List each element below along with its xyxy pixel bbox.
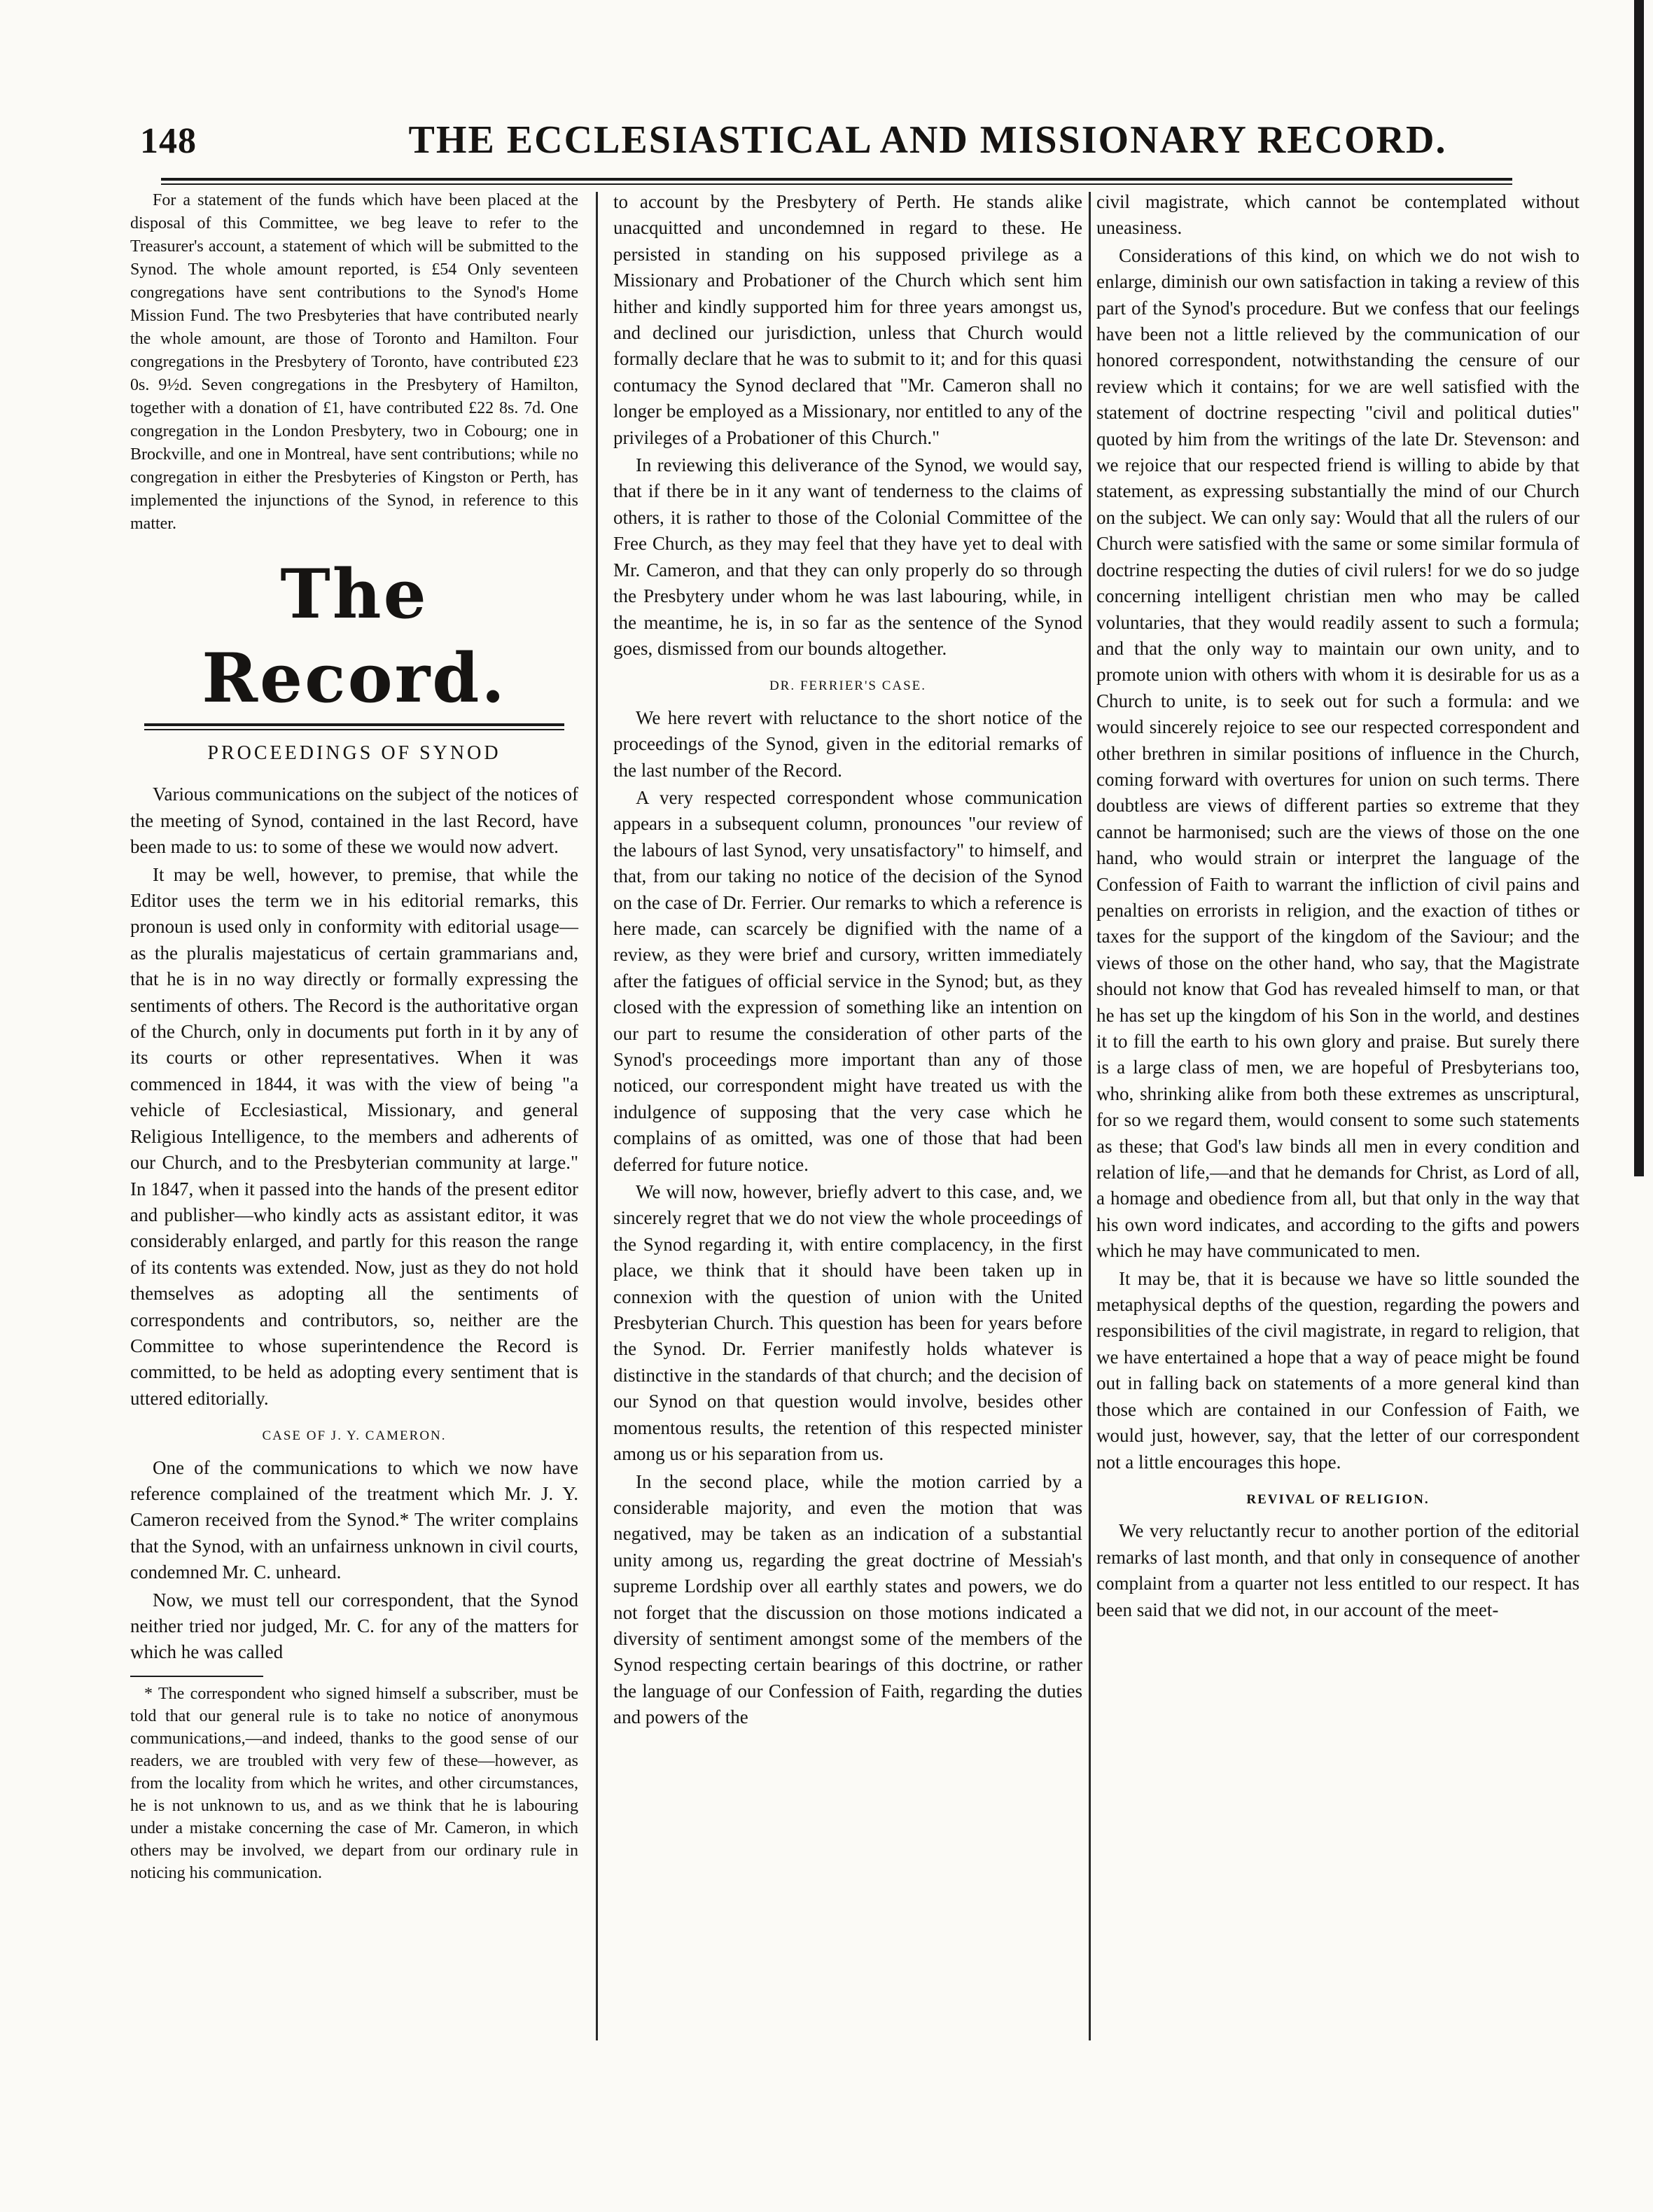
- article-paragraph: Various communications on the subject of the notices of the meeting of Synod, contained in the last Record, have been made to us: to some of these we would now advert.: [130, 784, 578, 858]
- article-paragraph: In reviewing this deliverance of the Synod, we would say, that if there be in it any want of tenderness to the claims of others, it is rather to those of the Colonial Committee of the Free Church, as they may feel that they have yet to deal with Mr. Cameron, and that they can only properly do so through the Presbytery under whom he was last labouring, while, in the meantime, he is, in so far as the sentence of the Synod goes, dismissed from our bounds altogether.: [613, 454, 1082, 659]
- article-paragraph: We will now, however, briefly advert to this case, and, we sincerely regret that we do not view the whole proceedings of the Synod regarding it, with entire complacency, in the first place, we think that it should have been taken up in connexion with the question of union with the United Presbyterian Church. This question has been for years before the Synod. Dr. Ferrier manifestly holds whatever is distinctive in the standards of that church; and the decision of our Synod on that question would involve, besides other momentous results, the retention of this respected minister among us or his separation from us.: [613, 1181, 1082, 1465]
- article-paragraph: to account by the Presbytery of Perth. He stands alike unacquitted and uncondemned in regard to these. He persisted in standing on his supposed privilege as a Missionary and Probationer of the Church which sent him hither and kindly supported him for three years amongst us, and declined our jurisdiction, unless that Church would formally declare that he was to submit to it; and for this quasi contumacy the Synod declared that "Mr. Cameron shall no longer be employed as a Missionary, nor entitled to any of the privileges of a Probationer of this Church.": [613, 191, 1082, 448]
- article-paragraph: A very respected correspondent whose communication appears in a subsequent column, pronounces "our review of the labours of last Synod, very unsatisfactory" to himself, and that, from our taking no notice of the decision of the Synod on the case of Dr. Ferrier. Our remarks to which a reference is here made, can scarcely be dignified with the name of a review, as they were brief and cursory, written immediately after the fatigues of official service in the Synod; but, as they closed with the expression of something like an intention on our part to resume the consideration of other parts of the Synod's proceedings more important than any of those noticed, our correspondent might have treated us with the indulgence of supposing that the very case which he complains of as omitted, was one of those that had been deferred for future notice.: [613, 786, 1082, 1175]
- footnote-text: * The correspondent who signed himself a subscriber, must be told that our general rule is to take no notice of anonymous communications,—and indeed, thanks to the good sense of our readers, we are troubled with very few of these—however, as from the locality from which he writes, and other circumstances, he is not unknown to us, and as we think that he is labouring under a mistake concerning the case of Mr. Cameron, in which others may be involved, we depart from our ordinary rule in noticing his communication.: [130, 1684, 578, 1882]
- article-paragraph: One of the communications to which we now have reference complained of the treatment which Mr. J. Y. Cameron received from the Synod.* The writer complains that the Synod, with an unfairness unknown in civil courts, condemned Mr. C. unheard.: [130, 1456, 578, 1583]
- header-rule-thin: [161, 183, 1512, 185]
- column-2: [613, 189, 1082, 1732]
- header-rule: [161, 178, 1512, 181]
- column-1: [130, 189, 578, 1884]
- page-edge-rule: [1634, 0, 1644, 1176]
- article-paragraph: It may be well, however, to premise, that while the Editor uses the term we in his editorial remarks, this pronoun is used only in conformity with editorial usage—as the pluralis majestaticus of certain grammarians and, that he is in no way directly or formally expressing the sentiments of others. The Record is the authoritative organ of the Church, only in documents put forth in it by any of its courts or other representatives. When it was commenced in 1844, it was with the view of being "a vehicle of Ecclesiastical, Missionary, and general Religious Intelligence, to the members and adherents of our Church, and to the Presbyterian community at large." In 1847, when it passed into the hands of the present editor and publisher—who kindly acts as assistant editor, it was considerably enlarged, and partly for this reason the range of its contents was extended. Now, just as they do not hold themselves as adopting all the sentiments of correspondents and contributors, so, neither are the Committee to whose superintendence the Record is committed, to be held as adopting every sentiment that is uttered editorially.: [130, 863, 578, 1409]
- footnote-rule: [130, 1676, 263, 1677]
- article-paragraph: Considerations of this kind, on which we do not wish to enlarge, diminish our own satisfaction in taking a review of this part of the Synod's procedure. But we confess that our feelings have been not a little relieved by the communication of our honored correspondent, notwithstanding the censure of our review which it contains; for we are well satisfied with the statement of doctrine respecting "civil and political duties" quoted by him from the writings of the late Dr. Stevenson: and we rejoice that our respected friend is willing to abide by that statement, as expressing substantially the mind of our Church on the subject. We can only say: Would that all the rulers of our Church were satisfied with the same or some similar formula of doctrine respecting the duties of civil rulers! for we do so judge concerning intelligent christian men who may be called voluntaries, that they would readily assent to such a formula; and that the only way to maintain our own unity, and to promote union with others with whom it is desirable for us as a Church to unite, is to seek out for such a formula: and we would sincerely rejoice to see our respected correspondent and other brethren in similar positions of influence in the Church, coming forward with overtures for union on such terms. There doubtless are views of different parties so extreme that they cannot be harmonised; such are the views of those on the one hand, who would strain or interpret the language of the Confession of Faith to warrant the infliction of civil pains and penalties on errorists in religion, and the exaction of tithes or taxes for the support of the kingdom of the Saviour; and the views of those on the other hand, who say, that the Magistrate should not know that God has revealed himself to man, or that he has set up the kingdom of his Son in the world, and destines it to fill the earth to his own glory and praise. But surely there is a large class of men, we are hopeful of Presbyterians too, who, shrinking alike from both these extremes as unscriptural, for so we regard them, would consent to some such statements as these; that God's law binds all men in every condition and relation of life,—and that he demands for Christ, as Lord of all, a homage and obedience from all, but that only in the way that his own word indicates, and according to the gifts and powers which he may have communicated to men.: [1096, 244, 1579, 1262]
- funds-statement-paragraph: For a statement of the funds which have been placed at the disposal of this Committee, we beg leave to refer to the Treasurer's account, a statement of which will be submitted to the Synod. The whole amount reported, is £54 Only seventeen congregations have sent contributions to the Synod's Home Mission Fund. The two Presbyteries that have contributed nearly the whole amount, are those of Toronto and Hamilton. Four congregations in the Presbytery of Toronto, have contributed £23 0s. 9½d. Seven congregations in the Presbytery of Hamilton, together with a donation of £1, have contributed £22 8s. 7d. One congregation in the London Presbytery, two in Cobourg; one in Brockville, and one in Montreal, have sent contributions; while no congregation in either the Presbyteries of Kingston or Perth, has implemented the injunctions of the Synod, in reference to this matter.: [130, 191, 578, 533]
- section-title: PROCEEDINGS OF SYNOD: [207, 742, 501, 764]
- running-head: THE ECCLESIASTICAL AND MISSIONARY RECORD.: [408, 118, 1447, 162]
- subheading: CASE OF J. Y. CAMERON.: [262, 1428, 447, 1444]
- subheading: DR. FERRIER'S CASE.: [769, 679, 927, 694]
- article-paragraph: We very reluctantly recur to another portion of the editorial remarks of last month, and that only in consequence of another complaint from a quarter not less entitled to our respect. It has been said that we did not, in our account of the meet-: [1096, 1520, 1579, 1620]
- masthead-title: The Record.: [202, 555, 507, 718]
- column-3: [1096, 189, 1579, 1625]
- article-paragraph: Now, we must tell our correspondent, that the Synod neither tried nor judged, Mr. C. for any of the matters for which he was called: [130, 1589, 578, 1663]
- article-paragraph: civil magistrate, which cannot be contemplated without uneasiness.: [1096, 191, 1579, 239]
- article-paragraph: It may be, that it is because we have so little sounded the metaphysical depths of the question, regarding the powers and responsibilities of the civil magistrate, in regard to religion, that we have entertained a hope that a way of peace might be found out in falling back on statements of a more general kind than those which are contained in our Confession of Faith, we would just, however, say, that the letter of our correspondent not a little encourages this hope.: [1096, 1267, 1579, 1473]
- masthead-rule: [144, 723, 564, 726]
- column-divider: [596, 192, 598, 2040]
- article-paragraph: We here revert with reluctance to the short notice of the proceedings of the Synod, given in the editorial remarks of the last number of the Record.: [613, 707, 1082, 781]
- footnote: [130, 1683, 578, 1884]
- masthead: [130, 552, 578, 721]
- masthead-rule-thin: [144, 729, 564, 730]
- page-header: [140, 118, 1533, 174]
- article-paragraph: In the second place, while the motion carried by a considerable majority, and even the motion that was negatived, may be taken as an indication of a substantial unity among us, regarding the great doctrine of Messiah's supreme Lordship over all earthly states and powers, we do not forget that the discussion on those motions indicated a diversity of sentiment amongst some of the members of the Synod respecting certain bearings of this doctrine, or rather the language of our Confession of Faith, regarding the duties and powers of the: [613, 1470, 1082, 1728]
- column-divider: [1089, 192, 1091, 2040]
- subheading: REVIVAL OF RELIGION.: [1246, 1491, 1430, 1507]
- page-number: 148: [140, 121, 197, 161]
